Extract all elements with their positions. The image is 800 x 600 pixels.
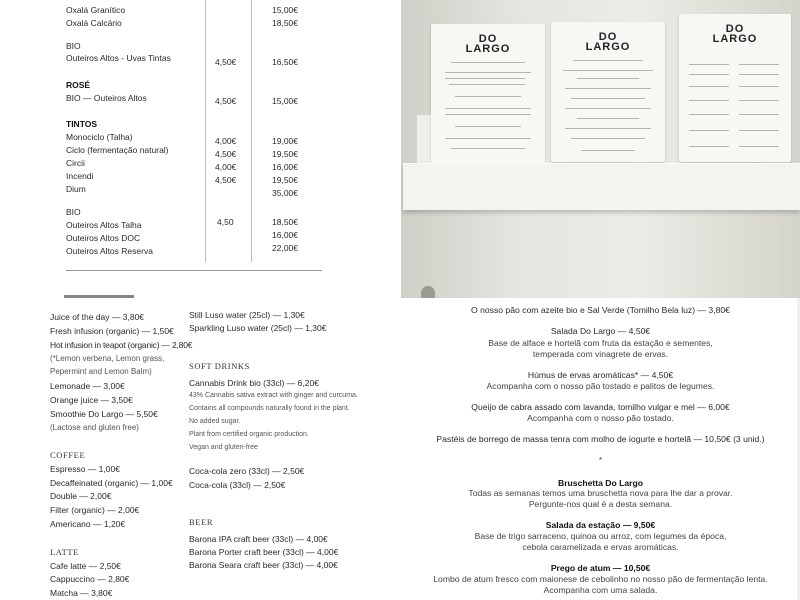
drink-item: Cappuccino — 2,80€ xyxy=(50,574,130,584)
wine-price-bottle: 35,00€ xyxy=(272,188,298,198)
drink-item: Fresh infusion (organic) — 1,50€ xyxy=(50,326,174,336)
drink-section-title: LATTE xyxy=(50,547,79,557)
drink-note: Vegan and gluten-free xyxy=(189,444,258,451)
food-item-title: Salada da estação — 9,50€ xyxy=(545,520,656,530)
drink-item: Juice of the day — 3,80€ xyxy=(50,312,145,322)
food-item: Húmus de ervas aromáticas* — 4,50€ xyxy=(527,370,674,380)
separator-asterisk: * xyxy=(598,455,603,465)
food-description: Lombo de atum fresco com maionese de cebolinho no nosso pão de fermentação lenta. xyxy=(433,574,768,584)
wine-section-title: TINTOS xyxy=(66,119,98,129)
wine-price-bottle: 15,00€ xyxy=(272,96,298,106)
wine-name: Oxalá Calcário xyxy=(66,18,122,28)
wine-price-bottle: 19,50€ xyxy=(272,175,298,185)
drink-item: Decaffeinated (organic) — 1,00€ xyxy=(50,478,173,488)
drink-note: Pepermint and Lemon Balm) xyxy=(50,367,152,376)
drink-note: (Lactose and gluten free) xyxy=(50,423,139,432)
drink-item: Double — 2,00€ xyxy=(50,491,112,501)
food-menu-panel xyxy=(401,298,800,600)
wine-price-glass: 4,50€ xyxy=(215,96,237,106)
drink-item: Coca-cola zero (33cl) — 2,50€ xyxy=(189,466,305,476)
drink-item: Barona Porter craft beer (33cl) — 4,00€ xyxy=(189,547,339,557)
menu-logo: DO LARGO xyxy=(712,23,758,45)
drink-item: Still Luso water (25cl) — 1,30€ xyxy=(189,310,305,320)
drink-item: Hot infusion in teapot (organic) — 2,80€ xyxy=(50,340,193,350)
drink-section-title: BEER xyxy=(189,517,214,527)
drink-section-title: SOFT DRINKS xyxy=(189,361,250,371)
wine-section-title: ROSÉ xyxy=(66,80,91,90)
drinks-menu-panel xyxy=(0,298,400,600)
wine-name: Incendi xyxy=(66,171,94,181)
column-divider xyxy=(205,0,206,262)
wine-name: Ciclo (fermentação natural) xyxy=(66,145,169,155)
wine-price-bottle: 19,00€ xyxy=(272,136,298,146)
food-description: Base de alface e hortelã com fruta da estação e sementes, xyxy=(488,338,713,348)
wine-price-bottle: 22,00€ xyxy=(272,243,298,253)
wine-name: Oxalá Granítico xyxy=(66,5,126,15)
wine-name: Outeiros Altos - Uvas Tintas xyxy=(66,53,171,63)
drink-section-title: COFFEE xyxy=(50,450,86,460)
food-description: Acompanha com o nosso pão tostado e palitos de legumes. xyxy=(486,381,715,391)
wine-name: Circii xyxy=(66,158,85,168)
display-shelf xyxy=(403,163,800,210)
drink-item: Coca-cola (33cl) — 2,50€ xyxy=(189,480,286,490)
drink-item: Lemonade — 3,00€ xyxy=(50,381,125,391)
food-description: Todas as semanas temos uma bruschetta nova para lhe dar a provar. xyxy=(468,488,733,498)
drink-item: Cafe latte — 2,50€ xyxy=(50,561,121,571)
drink-note: No added sugar. xyxy=(189,418,241,425)
wine-name: Dium xyxy=(66,184,86,194)
food-item-title: Bruschetta Do Largo xyxy=(558,478,643,488)
food-description: Pergunte-nos qual é a desta semana. xyxy=(528,499,673,509)
wine-price-glass: 4,00€ xyxy=(215,162,237,172)
wine-price-bottle: 16,50€ xyxy=(272,57,298,67)
wine-price-bottle: 18,50€ xyxy=(272,217,298,227)
drink-note: Contains all compounds naturally found in the plant. xyxy=(189,405,350,412)
knob xyxy=(421,286,435,298)
menu-card xyxy=(679,14,791,162)
drink-item: Matcha — 3,80€ xyxy=(50,588,113,598)
food-item: Pastéis de borrego de massa tenra com molho de iogurte e hortelã — 10,50€ (3 unid.) xyxy=(436,434,765,444)
wine-price-bottle: 16,00€ xyxy=(272,162,298,172)
food-item: Queijo de cabra assado com lavanda, tomilho vulgar e mel — 6,00€ xyxy=(471,402,730,412)
food-description: Acompanha com o nosso pão tostado. xyxy=(527,413,674,423)
wine-name: Outeiros Altos DOC xyxy=(66,233,141,243)
drink-item: Sparkling Luso water (25cl) — 1,30€ xyxy=(189,323,327,333)
drink-item: Americano — 1,20€ xyxy=(50,519,126,529)
food-description: temperada com vinagrete de ervas. xyxy=(532,349,669,359)
wine-name: Monociclo (Talha) xyxy=(66,132,133,142)
drink-item: Espresso — 1,00€ xyxy=(50,464,120,474)
wine-price-glass: 4,50€ xyxy=(215,149,237,159)
food-description: cebola caramelizada e ervas aromáticas. xyxy=(522,542,679,552)
drink-note: Plant from certified organic production. xyxy=(189,431,309,438)
drink-note: 43% Cannabis sativa extract with ginger and curcuma. xyxy=(189,392,358,399)
wine-label: BIO xyxy=(66,207,81,217)
drink-item: Barona IPA craft beer (33cl) — 4,00€ xyxy=(189,534,328,544)
menu-display-photo xyxy=(401,0,800,298)
food-item: O nosso pão com azeite bio e Sal Verde (Tomilho Bela luz) — 3,80€ xyxy=(471,305,730,315)
food-description: Base de trigo sarraceno, quinoa ou arroz, com legumes da época, xyxy=(474,531,727,541)
menu-card xyxy=(431,24,545,164)
wine-price-glass: 4,50€ xyxy=(215,175,237,185)
food-item-title: Prego de atum — 10,50€ xyxy=(550,563,651,573)
wine-price-glass: 4,50€ xyxy=(215,57,237,67)
menu-logo: DO LARGO xyxy=(585,31,631,53)
food-description: Acompanha com uma salada. xyxy=(543,585,658,595)
wine-price-bottle: 16,00€ xyxy=(272,230,298,240)
drink-item: Filter (organic) — 2,00€ xyxy=(50,505,140,515)
wine-list-panel xyxy=(0,0,400,298)
food-item: Salada Do Largo — 4,50€ xyxy=(550,326,651,336)
drink-item: Cannabis Drink bio (33cl) — 6,20€ xyxy=(189,378,319,388)
drink-item: Barona Seara craft beer (33cl) — 4,00€ xyxy=(189,560,338,570)
wine-price-glass: 4,50 xyxy=(217,217,234,227)
drink-note: (*Lemon verbena, Lemon grass, xyxy=(50,354,165,363)
column-divider xyxy=(251,0,252,262)
wine-price-bottle: 18,50€ xyxy=(272,18,298,28)
wine-name: BIO — Outeiros Altos xyxy=(66,93,147,103)
wine-price-bottle: 15,00€ xyxy=(272,5,298,15)
wine-price-bottle: 19,50€ xyxy=(272,149,298,159)
wine-price-glass: 4,00€ xyxy=(215,136,237,146)
drink-item: Orange juice — 3,50€ xyxy=(50,395,133,405)
menu-card xyxy=(551,22,665,162)
wine-name: Outeiros Altos Talha xyxy=(66,220,142,230)
drink-item: Smoothie Do Largo — 5,50€ xyxy=(50,409,158,419)
wine-label: BIO xyxy=(66,41,81,51)
wine-name: Outeiros Altos Reserva xyxy=(66,246,153,256)
footer-divider xyxy=(66,270,322,271)
menu-logo: DO LARGO xyxy=(465,33,511,55)
